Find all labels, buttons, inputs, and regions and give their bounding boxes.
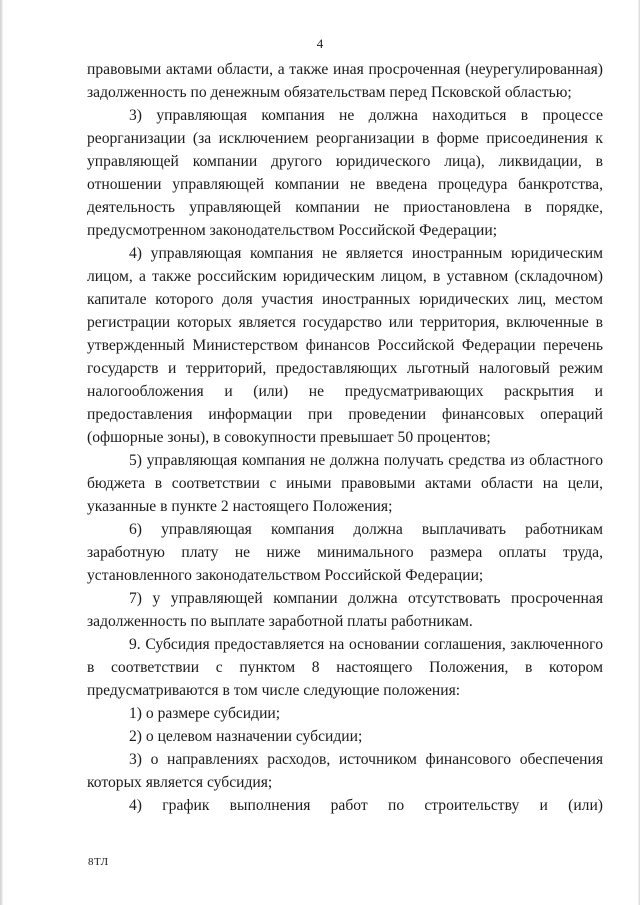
- paragraph-item-7: 7) у управляющей компании должна отсутствовать просроченная задолженность по выплате заработной платы работникам.: [87, 590, 603, 630]
- paragraph-item-6: 6) управляющая компания должна выплачивать работникам заработную плату не ниже минимального размера оплаты труда, установленного законодательством Российской Федерации;: [87, 521, 603, 584]
- paragraph-item-5: 5) управляющая компания не должна получать средства из областного бюджета в соответствии с иными правовыми актами области на цели, указанные в пункте 2 настоящего Положения;: [87, 452, 603, 515]
- paragraph-subitem-4: 4) график выполнения работ по строительству и (или): [129, 797, 603, 814]
- paragraph-item-3: 3) управляющая компания не должна находиться в процессе реорганизации (за исключением реорганизации в форме присоединения к управляющей компании другого юридического лица), ликвидации, в отношении управляющей компании не введена процедура банкротства, деятельность управляющей компании не приостановлена в порядке, предусмотренном законодательством Российской Федерации;: [87, 107, 603, 239]
- footer-code: 8ТЛ: [88, 856, 109, 868]
- paragraph-subitem-3: 3) о направлениях расходов, источником финансового обеспечения которых является субсидия;: [87, 751, 603, 791]
- paragraph-item-4: 4) управляющая компания не является иностранным юридическим лицом, а также российским юридическим лицом, в уставном (складочном) капитале которого доля участия иностранных юридических лиц, местом регистрации которых является государство или территория, включенные в утвержденный Министерством финансов Российской Федерации перечень государств и территорий, предоставляющих льготный налоговый режим налогообложения и (или) не предусматривающих раскрытия и предоставления информации при проведении финансовых операций (офшорные зоны), в совокупности превышает 50 процентов;: [87, 245, 603, 446]
- page-number: 4: [316, 36, 324, 51]
- paragraph-continuation: правовыми актами области, а также иная просроченная (неурегулированная) задолженность по денежным обязательствам перед Псковской областью;: [87, 61, 603, 101]
- scan-edge-left: [0, 0, 3, 905]
- paragraph-section-9: 9. Субсидия предоставляется на основании соглашения, заключенного в соответствии с пунктом 8 настоящего Положения, в котором предусматриваются в том числе следующие положения:: [87, 636, 603, 699]
- paragraph-subitem-2: 2) о целевом назначении субсидии;: [129, 728, 363, 745]
- document-body: [87, 58, 603, 817]
- paragraph-subitem-1: 1) о размере субсидии;: [129, 705, 281, 722]
